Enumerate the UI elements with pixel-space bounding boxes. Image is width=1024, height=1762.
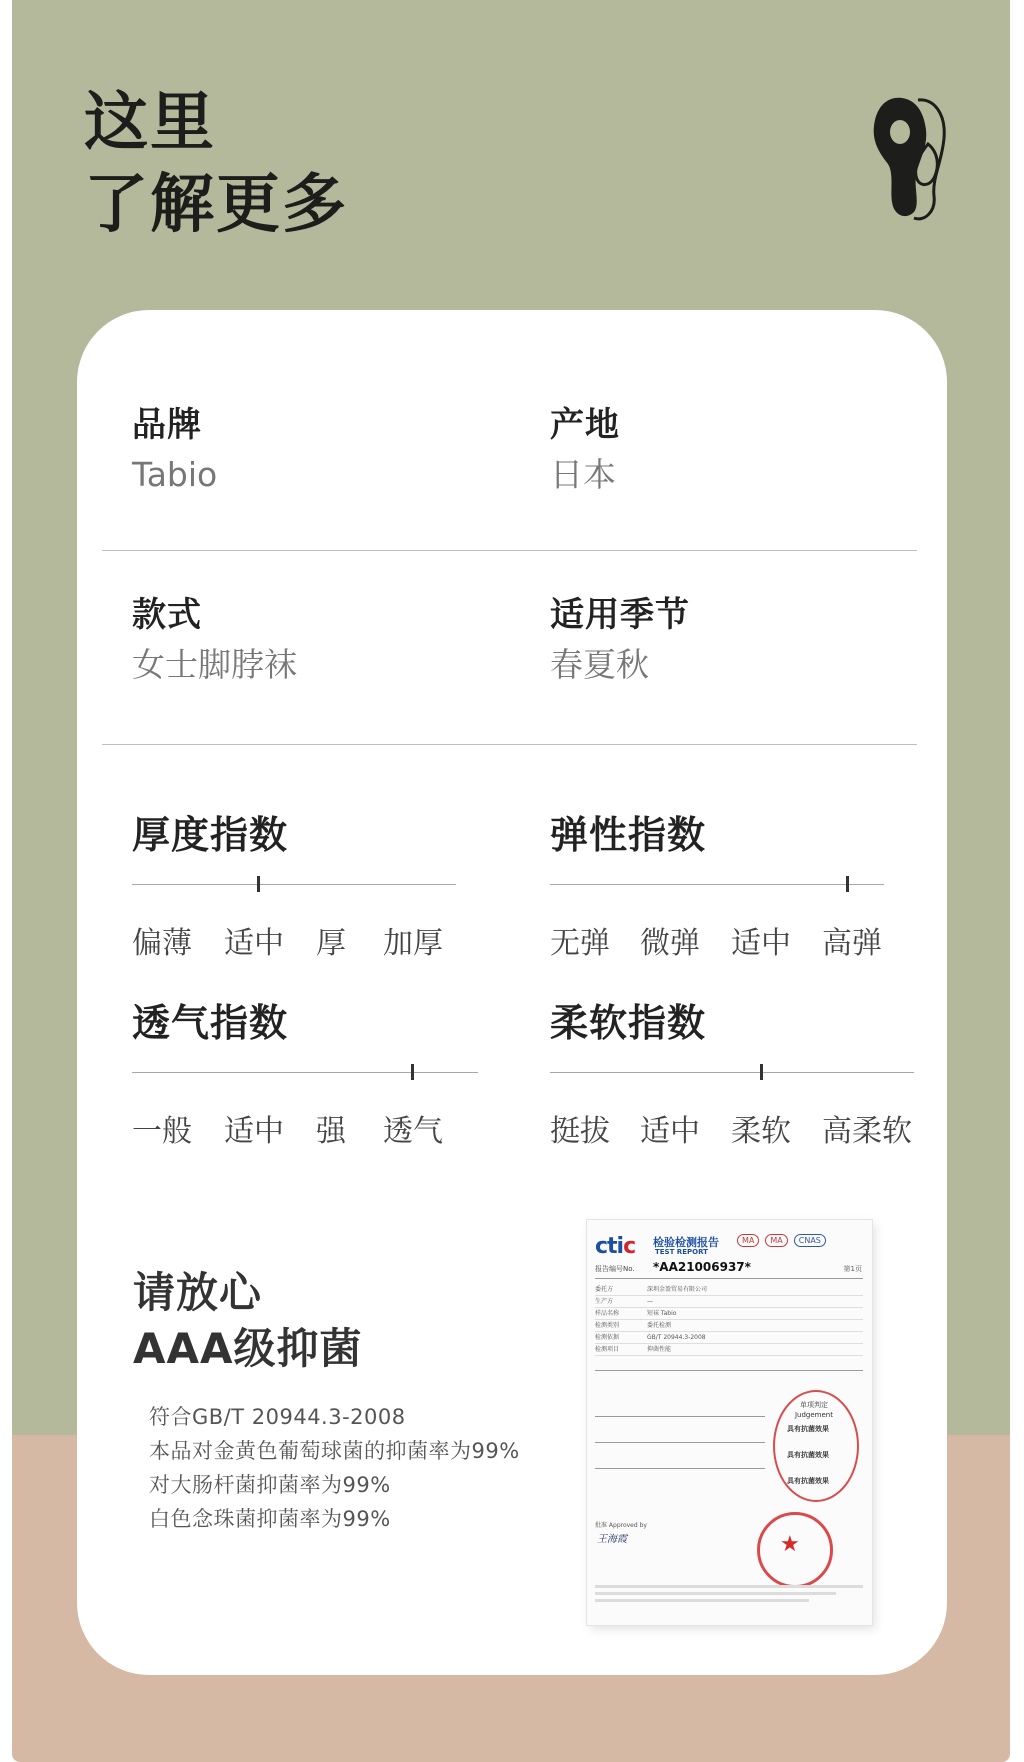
- description-line: 白色念珠菌抑菌率为99%: [149, 1507, 391, 1531]
- report-rule: [595, 1468, 765, 1469]
- report-footer: [595, 1585, 863, 1606]
- breathability-index-title: 透气指数: [132, 1001, 289, 1045]
- report-rule: [595, 1278, 863, 1279]
- thickness-label-4: 加厚: [383, 926, 443, 961]
- test-report-image: [587, 1220, 872, 1625]
- elasticity-label-1: 无弹: [550, 926, 610, 961]
- breathability-scale: [132, 1048, 478, 1106]
- breathability-scale-line: [132, 1072, 478, 1073]
- thickness-label-3: 厚: [316, 926, 346, 961]
- breathability-label-4: 透气: [383, 1114, 443, 1149]
- report-rule: [595, 1370, 863, 1371]
- report-heading-en: TEST REPORT: [655, 1248, 708, 1256]
- origin-label: 产地: [550, 405, 620, 445]
- antibacterial-description: [149, 1400, 520, 1536]
- table-row: 生产方 —: [595, 1296, 863, 1308]
- thickness-scale-labels: [132, 918, 456, 964]
- table-row: 检测项目 抑菌性能: [595, 1344, 863, 1356]
- description-line: 本品对金黄色葡萄球菌的抑菌率为99%: [149, 1439, 520, 1463]
- cnas-mark: CNAS: [794, 1234, 826, 1247]
- info-card: [77, 310, 947, 1675]
- elasticity-scale-line: [550, 884, 884, 885]
- softness-scale-labels: [550, 1106, 914, 1152]
- elasticity-label-2: 微弹: [640, 926, 700, 961]
- breathability-label-1: 一般: [132, 1114, 192, 1149]
- divider: [102, 550, 917, 551]
- info-season: [550, 592, 690, 690]
- info-brand: [132, 402, 217, 500]
- elasticity-label-3: 适中: [731, 926, 791, 961]
- divider: [102, 744, 917, 745]
- elasticity-label-4: 高弹: [822, 926, 882, 961]
- softness-label-1: 挺拔: [550, 1114, 610, 1149]
- softness-scale: [550, 1048, 914, 1106]
- table-row: 委托方 深圳金盈贸易有限公司: [595, 1284, 863, 1296]
- style-label: 款式: [132, 595, 202, 635]
- cma-mark: MA: [737, 1234, 759, 1247]
- report-number: *AA21006937*: [653, 1260, 751, 1274]
- approver-signature: 王海霞: [597, 1534, 627, 1545]
- info-style: [132, 592, 297, 690]
- breathability-scale-marker: [411, 1064, 414, 1080]
- elasticity-scale-labels: [550, 918, 884, 964]
- sock-icon: [862, 92, 950, 224]
- report-number-label: 报告编号No.: [595, 1265, 635, 1273]
- origin-value: 日本: [550, 455, 616, 494]
- softness-scale-line: [550, 1072, 914, 1073]
- description-line: 符合GB/T 20944.3-2008: [149, 1405, 406, 1429]
- judgement-item: 具有抗菌效果: [787, 1451, 829, 1459]
- breathability-scale-labels: [132, 1106, 478, 1152]
- antibacterial-title: [133, 1265, 363, 1377]
- brand-value: Tabio: [132, 455, 218, 494]
- thickness-index: [132, 810, 456, 964]
- report-rule: [595, 1416, 765, 1417]
- elasticity-index: [550, 810, 884, 964]
- softness-index-title: 柔软指数: [550, 1001, 707, 1045]
- breathability-label-2: 适中: [224, 1114, 284, 1149]
- judgement-item: 具有抗菌效果: [787, 1425, 829, 1433]
- softness-index: [550, 998, 914, 1152]
- antibacterial-title-line1: 请放心: [133, 1268, 263, 1317]
- hero-title: [84, 82, 348, 246]
- elasticity-index-title: 弹性指数: [550, 813, 707, 857]
- brand-label: 品牌: [132, 405, 202, 445]
- thickness-scale-marker: [257, 876, 260, 892]
- thickness-label-2: 适中: [224, 926, 284, 961]
- report-page: 第1页: [843, 1265, 862, 1273]
- info-origin: [550, 402, 620, 500]
- cti-logo: ctic: [595, 1234, 636, 1259]
- thickness-index-title: 厚度指数: [132, 813, 289, 857]
- judgement-item: 具有抗菌效果: [787, 1477, 829, 1485]
- softness-label-4: 高柔软: [822, 1114, 912, 1149]
- accreditation-marks: [737, 1234, 826, 1247]
- style-value: 女士脚脖袜: [132, 645, 297, 684]
- thickness-label-1: 偏薄: [132, 926, 192, 961]
- elasticity-scale-marker: [846, 876, 849, 892]
- report-rule: [595, 1442, 765, 1443]
- antibacterial-title-line2: AAA级抑菌: [133, 1324, 363, 1373]
- season-label: 适用季节: [550, 595, 690, 635]
- description-line: 对大肠杆菌抑菌率为99%: [149, 1473, 391, 1497]
- softness-scale-marker: [760, 1064, 763, 1080]
- report-table: [595, 1284, 863, 1356]
- thickness-scale-line: [132, 884, 456, 885]
- softness-label-2: 适中: [640, 1114, 700, 1149]
- table-row: 样品名称 短袜 Tabio: [595, 1308, 863, 1320]
- star-icon: ★: [780, 1532, 800, 1557]
- season-value: 春夏秋: [550, 645, 649, 684]
- hero-title-line1: 这里: [84, 86, 216, 160]
- breathability-index: [132, 998, 478, 1152]
- table-row: 检测依据 GB/T 20944.3-2008: [595, 1332, 863, 1344]
- softness-label-3: 柔软: [731, 1114, 791, 1149]
- approval-label: 批准 Approved by: [595, 1522, 647, 1529]
- breathability-label-3: 强: [316, 1114, 346, 1149]
- elasticity-scale: [550, 860, 884, 918]
- report-heading: 检验检测报告: [653, 1236, 719, 1249]
- thickness-scale: [132, 860, 456, 918]
- judgement-header: 单项判定 Judgement: [794, 1401, 833, 1419]
- cma-mark: MA: [765, 1234, 787, 1247]
- hero-title-line2: 了解更多: [84, 168, 348, 242]
- table-row: 检测类别 委托检测: [595, 1320, 863, 1332]
